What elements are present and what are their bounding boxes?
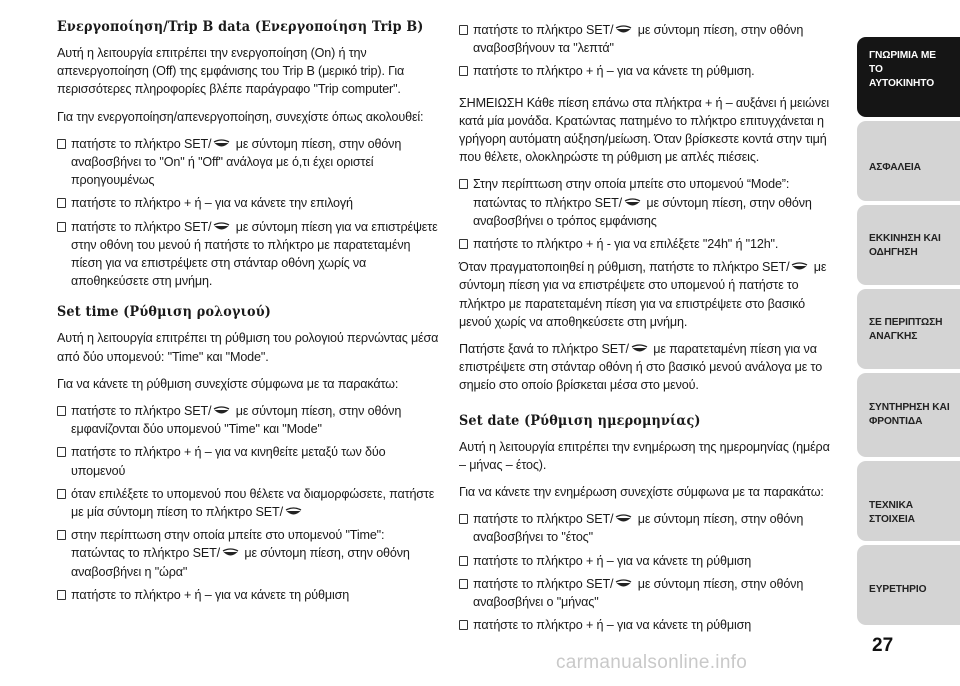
list-item-text: πατήστε το πλήκτρο + ή – για να κάνετε τη ρύθμιση (473, 618, 752, 633)
tab-maintenance[interactable] (857, 373, 960, 457)
list-item-text: με σύντομη πίεση, στην οθόνη αναβοσβήνει η "ώρα" (71, 546, 410, 579)
watermark: carmanualsonline.info (556, 652, 748, 673)
paragraph-text: με σύντομη πίεση για να επιστρέψετε στο υπομενού ή πατήστε το πλήκτρο με παρατεταμένη πίεση για να επιστρέψετε στο βασικό μενού χωρίς να αποθηκεύσετε στη μνήμη. (459, 260, 827, 329)
paragraph: Για την ενεργοποίηση/απενεργοποίηση, συνεχίστε όπως ακολουθεί: (57, 109, 424, 124)
list-item-text: όταν επιλέξετε το υπομενού που θέλετε να διαμορφώσετε, πατήστε με μία σύντομη πίεση το πλήκτρο SET/ (71, 486, 435, 520)
tab-index[interactable] (857, 545, 960, 625)
page-number: 27 (872, 635, 894, 656)
left-column (57, 18, 439, 609)
list-item (57, 218, 439, 291)
tab-label: ΑΣΦΑΛΕΙΑ (869, 162, 921, 173)
list-item (459, 21, 835, 57)
list-item-text: Στην περίπτωση στην οποία μπείτε στο υπομενού “Mode”: πατώντας το πλήκτρο SET/ (473, 177, 790, 210)
list-item (459, 510, 835, 546)
list-item-text: πατήστε το πλήκτρο SET/ (473, 576, 614, 591)
set-key-icon (615, 25, 632, 35)
tab-label: ΕΥΡΕΤΗΡΙΟ (869, 584, 927, 595)
set-key-icon (213, 406, 230, 416)
tab-label: ΤΕΧΝΙΚΑ ΣΤΟΙΧΕΙΑ (869, 500, 915, 525)
set-key-icon (213, 139, 230, 149)
list-item-text: πατήστε το πλήκτρο SET/ (71, 219, 212, 234)
list-item-text: με σύντομη πίεση, στην οθόνη αναβοσβήνει ο "μήνας" (473, 576, 804, 610)
list-item-text: πατήστε το πλήκτρο SET/ (473, 512, 614, 527)
list-item (459, 616, 835, 634)
tab-getting-to-know[interactable] (857, 37, 960, 117)
list-item-text: με σύντομη πίεση, στην οθόνη αναβοσβήνει ο τρόπος εμφάνισης (473, 195, 812, 228)
list-item (57, 443, 439, 479)
right-column (459, 21, 835, 639)
list-item (57, 135, 439, 190)
set-key-icon (624, 198, 641, 208)
tab-label: ΦΡΟΝΤΙΔΑ (869, 416, 923, 427)
paragraph: Αυτή η λειτουργία επιτρέπει την ενημέρωση της ημερομηνίας (ημέρα – μήνας – έτος). (459, 439, 830, 472)
heading-set-time: Set time (Ρύθμιση ρολογιού) (57, 304, 272, 321)
list-item (57, 586, 439, 604)
list-item (57, 526, 439, 581)
list-item-text: πατήστε το πλήκτρο + ή – για να κάνετε τη ρύθμιση (473, 553, 752, 568)
paragraph: Για να κάνετε τη ρύθμιση συνεχίστε σύμφωνα με τα παρακάτω: (57, 376, 399, 391)
paragraph-text: Πατήστε ξανά το πλήκτρο SET/ (459, 342, 629, 357)
paragraph-text: με παρατεταμένη πίεση για να επιστρέψετε στη στάνταρ οθόνη ή στο βασικό μενού ανάλογα με το σημείο στο οποίο βρίσκεται μέσα στο μενού. (459, 342, 823, 393)
list-item-text: στην περίπτωση στην οποία μπείτε στο υπομενού "Time": πατώντας το πλήκτρο SET/ (71, 528, 385, 561)
list-item (459, 552, 835, 570)
paragraph: Αυτή η λειτουργία επιτρέπει τη ρύθμιση του ρολογιού περνώντας μέσα από δύο υπομενού: "Time" και "Mode". (57, 331, 439, 364)
paragraph: Αυτή η λειτουργία επιτρέπει την ενεργοποίηση (On) ή την απενεργοποίηση (Off) της εμφάνισης του Trip B (μερικό trip). Για περισσότερες πληροφορίες βλέπε παράγραφο "Trip computer". (57, 46, 405, 97)
list-item-text: με σύντομη πίεση, στην οθόνη αναβοσβήνει το "έτος" (473, 512, 804, 545)
list-item (459, 175, 835, 230)
tab-safety[interactable] (857, 121, 960, 201)
list-item-text: πατήστε το πλήκτρο + ή - για να επιλέξετε "24h" ή "12h". (473, 237, 779, 252)
list-item-text: με σύντομη πίεση, στην οθόνη αναβοσβήνει το "On" ή "Off" ανάλογα με ό,τι έχει οριστεί προηγουμένως (71, 136, 402, 188)
list-item-text: πατήστε το πλήκτρο SET/ (473, 23, 614, 37)
heading-set-date: Set date (Ρύθμιση ημερομηνίας) (459, 412, 701, 429)
paragraph-text: Όταν πραγματοποιηθεί η ρύθμιση, πατήστε το πλήκτρο SET/ (459, 260, 790, 275)
tab-label: ΣΕ ΠΕΡΙΠΤΩΣΗ (869, 317, 943, 328)
set-key-icon (791, 262, 808, 272)
paragraph (459, 340, 835, 395)
tab-technical-data[interactable] (857, 461, 960, 541)
tab-label: ΑΝΑΓΚΗΣ (869, 331, 918, 342)
list-item-text: πατήστε το πλήκτρο + ή – για να κάνετε τη ρύθμιση. (473, 64, 755, 79)
list-item (459, 235, 835, 253)
tab-starting-driving[interactable] (857, 205, 960, 285)
list-item-text: με σύντομη πίεση, στην οθόνη εμφανίζονται δύο υπομενού "Time" και "Mode" (71, 404, 402, 437)
set-key-icon (285, 507, 302, 517)
set-key-icon (222, 548, 239, 558)
paragraph: Για να κάνετε την ενημέρωση συνεχίστε σύμφωνα με τα παρακάτω: (459, 485, 824, 500)
heading-trip-b: Ενεργοποίηση/Trip B data (Ενεργοποίηση Trip B) (57, 19, 424, 35)
list-item (57, 485, 439, 521)
list-item-text: πατήστε το πλήκτρο + ή – για να κάνετε τη ρύθμιση (71, 587, 350, 602)
list-item-text: με σύντομη πίεση για να επιστρέψετε στην οθόνη του μενού ή πατήστε το πλήκτρο με παρατεταμένη πίεση για να επιστρέψετε στη στάνταρ οθόνη χωρίς να αποθηκεύσετε στη μνήμη. (71, 219, 438, 289)
set-key-icon (213, 222, 230, 232)
tab-emergency[interactable] (857, 289, 960, 369)
list-item-text: πατήστε το πλήκτρο + ή – για να κινηθείτε μεταξύ των δύο υπομενού (71, 445, 386, 478)
set-key-icon (631, 344, 648, 354)
tab-label: ΓΝΩΡΙΜΙΑ ΜΕ ΤΟ (869, 50, 936, 75)
paragraph (459, 258, 835, 331)
set-key-icon (615, 514, 632, 524)
list-item (57, 402, 439, 438)
list-item-text: πατήστε το πλήκτρο SET/ (71, 404, 212, 419)
tab-label: ΑΥΤΟΚΙΝΗΤΟ (869, 78, 935, 89)
list-item-text: πατήστε το πλήκτρο SET/ (71, 136, 212, 151)
tab-label: ΕΚΚΙΝΗΣΗ ΚΑΙ (869, 233, 941, 244)
note-paragraph: ΣΗΜΕΙΩΣΗ Κάθε πίεση επάνω στα πλήκτρα + ή – αυξάνει ή μειώνει κατά μία μονάδα. Κρατώντας πατημένο το πλήκτρο επιτυγχάνεται η γρήγορη αυτόματη αύξηση/μείωση. Όταν βρίσκεστε κοντά στην τιμή που θέλετε, ολοκληρώστε τη ρύθμιση με απλές πιέσεις. (459, 95, 830, 165)
tab-label: ΟΔΗΓΗΣΗ (869, 247, 918, 258)
tab-label: ΣΥΝΤΗΡΗΣΗ ΚΑΙ (869, 402, 950, 413)
list-item-text: πατήστε το πλήκτρο + ή – για να κάνετε την επιλογή (71, 196, 353, 211)
list-item-text: με σύντομη πίεση, στην οθόνη αναβοσβήνουν τα "λεπτά" (473, 23, 804, 56)
list-item (459, 575, 835, 611)
list-item (459, 62, 835, 80)
list-item (57, 194, 439, 212)
set-key-icon (615, 579, 632, 589)
